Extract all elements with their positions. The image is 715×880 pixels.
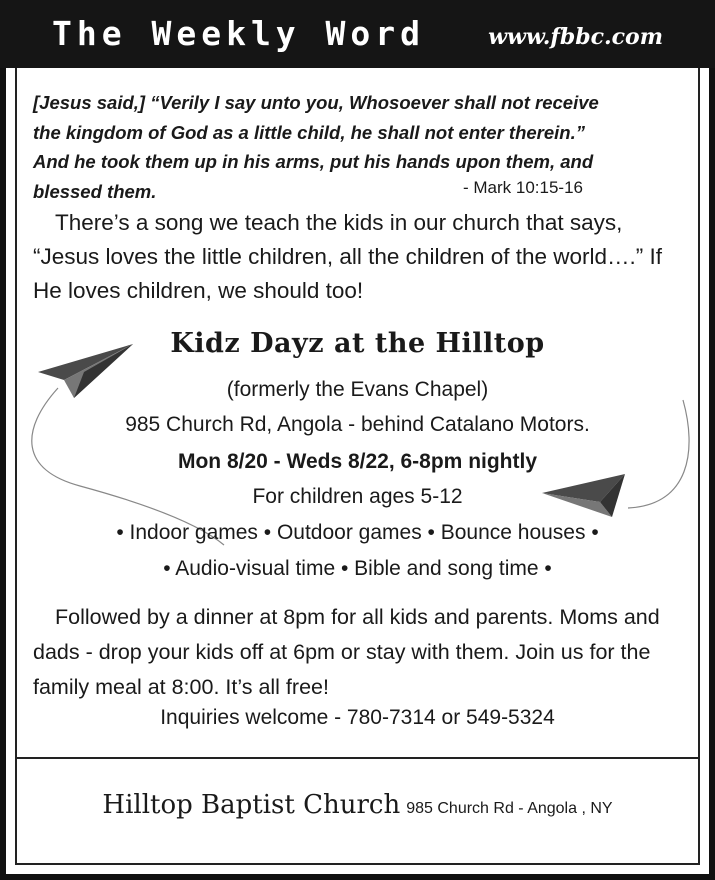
footer-divider [15,757,700,759]
event-address: 985 Church Rd, Angola - behind Catalano Motors. [125,413,590,436]
closing-paragraph [33,600,693,705]
newsletter-title: The Weekly Word [52,14,426,53]
scripture-reference: - Mark 10:15-16 [463,178,583,197]
event-dates: Mon 8/20 - Weds 8/22, 6-8pm nightly [177,450,538,473]
event-ages: For children ages 5-12 [252,485,463,508]
scripture-line: blessed them. [33,180,157,202]
event-activities: • Indoor games • Outdoor games • Bounce houses • [116,521,599,544]
scripture-line: [Jesus said,] “Verily I say unto you, Whosoever shall not receive [33,92,599,113]
scripture-line: the kingdom of God as a little child, he shall not enter therein.” [33,121,585,143]
closing-text: Followed by a dinner at 8pm for all kids and parents. Moms and dads - drop your kids off at 6pm or stay with them. Join us for the family meal at 8:00. It’s all free! [33,605,660,699]
event-formerly: (formerly the Evans Chapel) [226,378,489,401]
website-link[interactable]: www.fbbc.com [488,24,663,50]
church-address: 985 Church Rd - Angola , NY [406,800,613,817]
church-footer [0,790,715,820]
scripture-line: And he took them up in his arms, put his hands upon them, and [33,151,594,172]
inquiries-contact: Inquiries welcome - 780-7314 or 549-5324 [160,706,555,729]
intro-text: There’s a song we teach the kids in our church that says, “Jesus loves the little children, all the children of the world….” If He loves children, we should too! [33,210,663,303]
event-activities: • Audio-visual time • Bible and song time • [163,557,552,580]
event-title: Kidz Dayz at the Hilltop [170,328,545,359]
church-name: Hilltop Baptist Church [102,790,401,820]
